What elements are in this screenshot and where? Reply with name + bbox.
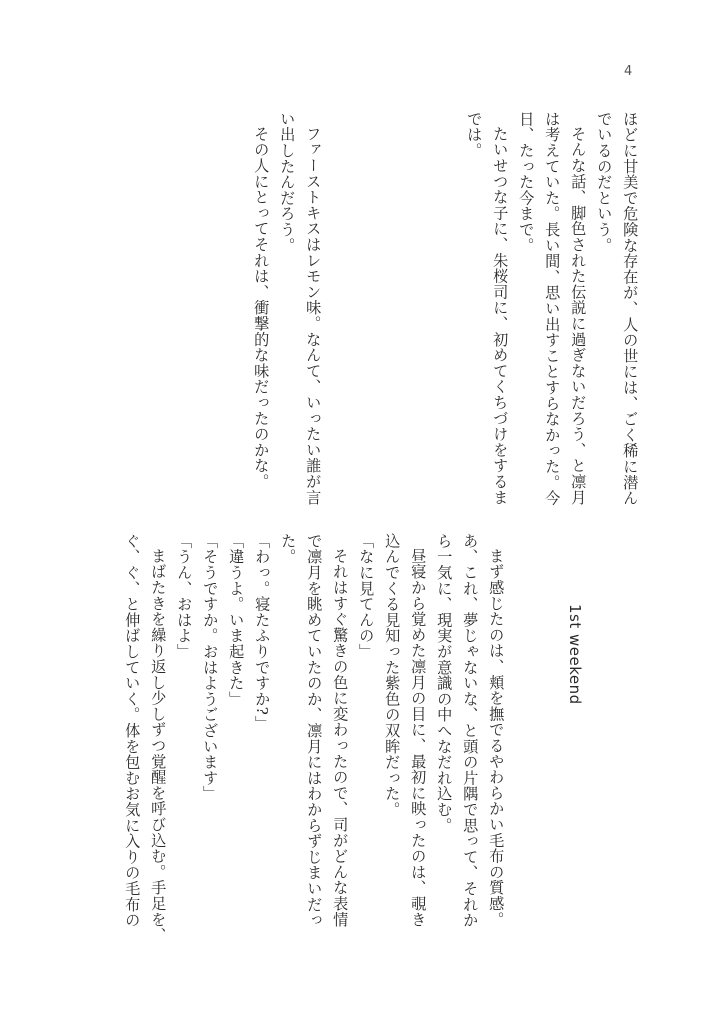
page-number: 4: [624, 64, 633, 79]
text-column: そんな話、脚色された伝説に過ぎないだろう、と凛月: [569, 126, 588, 506]
text-column: い出したんだろう。: [278, 111, 297, 254]
text-column: た。: [279, 533, 298, 565]
text-column: 「うん、おはよ」: [175, 533, 194, 660]
text-column: 昼寝から覚めた凛月の目に、最初に映ったのは、覗き: [409, 548, 428, 928]
text-column: たいせつな子に、朱桜司に、初めてくちづけをするま: [491, 126, 510, 506]
text-column: で凛月を眺めていたのか、凛月にはわからずじまいだっ: [305, 533, 324, 928]
text-column: ほどに甘美で危険な存在が、人の世には、ごく稀に潜ん: [621, 111, 640, 506]
text-column: それはすぐ驚きの色に変わったので、司がどんな表情: [331, 548, 350, 928]
text-column: あ、これ、夢じゃないな、と頭の片隅で思って、それか: [461, 533, 480, 928]
text-column: ファーストキスはレモン味。なんて、いったい誰が言: [304, 126, 323, 506]
text-column: まばたきを繰り返し少しずつ覚醒を呼び込む。手足を、: [149, 548, 168, 944]
text-column: 「違うよ。いま起きた」: [227, 533, 246, 707]
text-column: ら一気に、現実が意識の中へなだれ込む。: [435, 533, 454, 834]
text-column: まず感じたのは、頬を撫でるやわらかい毛布の質感。: [487, 548, 506, 928]
text-column: 「そうですか。おはようございます」: [201, 533, 220, 802]
text-column: 日、たった今まで。: [517, 111, 536, 254]
chapter-title: 1st weekend: [566, 604, 584, 705]
text-column: 「なに見てんの」: [357, 533, 376, 660]
text-column: 込んでくる見知った紫色の双眸だった。: [383, 533, 402, 818]
text-column: では。: [465, 111, 484, 159]
text-column: その人にとってそれは、衝撃的な味だったのかな。: [252, 126, 271, 490]
text-column: 「わっ。寝たふりですか?」: [253, 533, 272, 732]
text-column: は考えていた。長い間、思い出すことすらなかった。今: [543, 111, 562, 506]
text-column: ぐ、ぐ、と伸ばしていく。体を包むお気に入りの毛布の: [123, 533, 142, 928]
text-column: でいるのだという。: [595, 111, 614, 254]
